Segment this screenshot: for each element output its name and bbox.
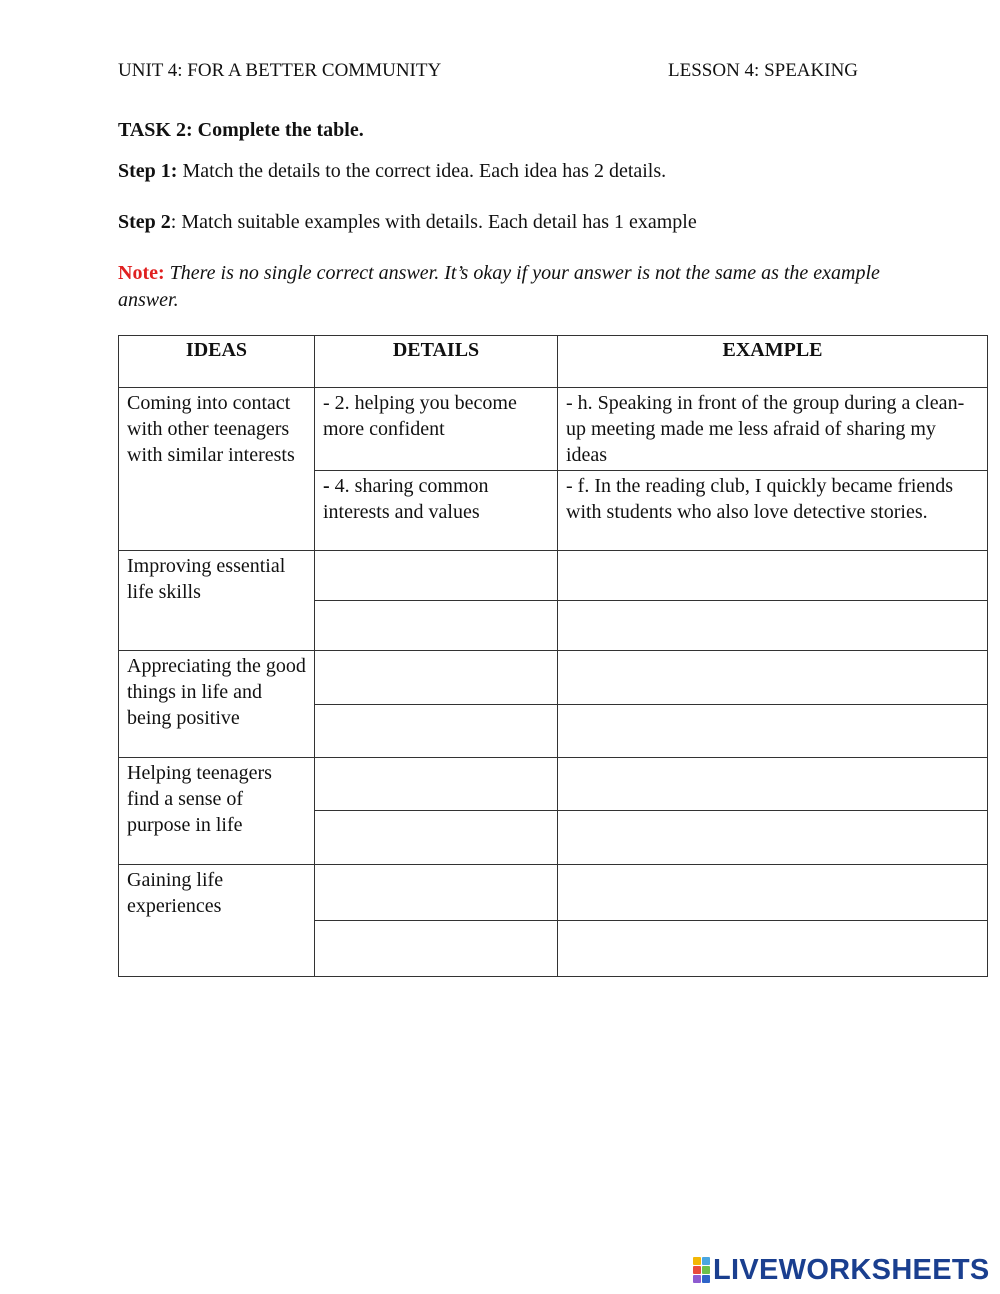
detail-input-cell[interactable] (315, 921, 558, 977)
task-title: TASK 2: Complete the table. (118, 119, 364, 141)
idea-cell: Coming into contact with other teenagers with similar interests (119, 388, 315, 551)
idea-cell: Helping teenagers find a sense of purpose in life (119, 758, 315, 865)
step-1-instruction (118, 160, 666, 183)
table-row (119, 758, 988, 811)
logo-block (702, 1275, 710, 1283)
detail-input-cell[interactable] (315, 865, 558, 921)
step-2-text: : Match suitable examples with details. Each detail has 1 example (170, 211, 697, 233)
logo-block (702, 1257, 710, 1265)
step-1-label: Step 1: (118, 160, 178, 182)
detail-text: 4. sharing common interests and values (323, 475, 489, 523)
note (118, 260, 898, 314)
note-label: Note: (118, 262, 165, 284)
detail-input-cell[interactable] (315, 705, 558, 758)
idea-cell: Appreciating the good things in life and being positive (119, 651, 315, 758)
idea-cell: Gaining life experiences (119, 865, 315, 977)
liveworksheets-logo-icon (693, 1257, 710, 1283)
example-input-cell[interactable] (558, 551, 988, 601)
example-input-cell[interactable] (558, 651, 988, 705)
example-cell[interactable]: - h. Speaking in front of the group during a clean-up meeting made me less afraid of sharing my ideas (558, 388, 988, 471)
unit-title: UNIT 4: FOR A BETTER COMMUNITY (118, 60, 442, 81)
detail-input-cell[interactable] (315, 758, 558, 811)
table-header-row (119, 336, 988, 388)
logo-block (702, 1266, 710, 1274)
detail-dash: - (323, 392, 335, 414)
example-input-cell[interactable] (558, 921, 988, 977)
example-input-cell[interactable] (558, 811, 988, 865)
detail-input-cell[interactable] (315, 811, 558, 865)
ideas-table (118, 335, 988, 977)
liveworksheets-logo-text: LIVEWORKSHEETS (713, 1253, 990, 1286)
example-input-cell[interactable] (558, 601, 988, 651)
detail-cell[interactable] (315, 388, 558, 471)
liveworksheets-logo[interactable] (693, 1254, 990, 1286)
example-cell[interactable]: - f. In the reading club, I quickly became friends with students who also love detective stories. (558, 471, 988, 551)
detail-input-cell[interactable] (315, 651, 558, 705)
table-row (119, 651, 988, 705)
lesson-title: LESSON 4: SPEAKING (668, 60, 859, 81)
header-ideas: IDEAS (119, 336, 315, 388)
detail-dash: - (323, 475, 335, 497)
header-details: DETAILS (315, 336, 558, 388)
logo-block (693, 1257, 701, 1265)
table-row (119, 865, 988, 921)
table-row (119, 388, 988, 471)
idea-cell: Improving essential life skills (119, 551, 315, 651)
logo-block (693, 1266, 701, 1274)
table-row (119, 551, 988, 601)
detail-input-cell[interactable] (315, 601, 558, 651)
example-input-cell[interactable] (558, 705, 988, 758)
example-input-cell[interactable] (558, 758, 988, 811)
detail-text: 2. helping you become more confident (323, 392, 517, 440)
detail-cell[interactable] (315, 471, 558, 551)
header-example: EXAMPLE (558, 336, 988, 388)
note-text: There is no single correct answer. It’s okay if your answer is not the same as the example answer. (118, 262, 880, 311)
step-2-label: Step 2 (118, 211, 171, 233)
logo-block (693, 1275, 701, 1283)
example-input-cell[interactable] (558, 865, 988, 921)
step-2-instruction (118, 211, 697, 234)
detail-input-cell[interactable] (315, 551, 558, 601)
step-1-text: Match the details to the correct idea. Each idea has 2 details. (177, 160, 667, 182)
